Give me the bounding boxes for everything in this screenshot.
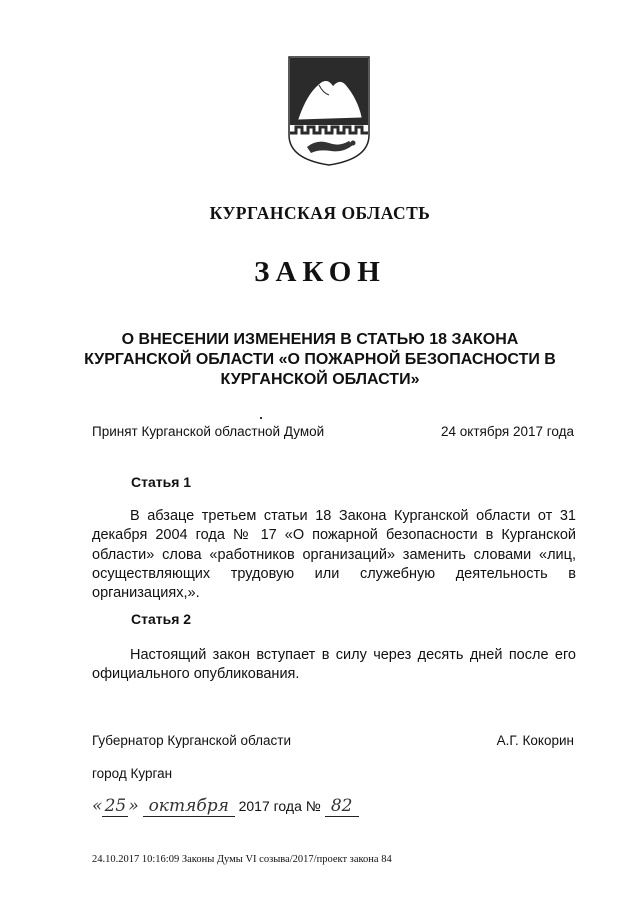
file-path-footer: 24.10.2017 10:16:09 Законы Думы VI созыва/2017/проект закона 84 [92, 854, 392, 865]
article-2-text: Настоящий закон вступает в силу через десять дней после его официального опубликования. [92, 647, 576, 683]
governor-name: А.Г. Кокорин [496, 733, 574, 748]
speck [260, 417, 262, 419]
handwritten-day: 25 [102, 796, 128, 817]
signing-date-line: « 25 » октября 2017 года № 82 [92, 796, 392, 822]
coat-of-arms-emblem [287, 55, 371, 167]
year-and-number-label: 2017 года № [238, 798, 321, 814]
handwritten-month: октября [143, 796, 235, 817]
document-type-heading: ЗАКОН [254, 256, 386, 288]
handwritten-number: 82 [325, 796, 359, 817]
city: город Курган [92, 766, 173, 781]
governor-position: Губернатор Курганской области [92, 733, 292, 748]
article-1-text: В абзаце третьем статьи 18 Закона Курганской области от 31 декабря 2004 года № 17 «О пожарной безопасности в Курганской области» слова «работников организаций» заменить словами «лиц, осуществляющих трудовую или служебную деятельность в организациях,». [92, 508, 576, 602]
adopted-date: 24 октября 2017 года [441, 424, 574, 439]
law-title: О ВНЕСЕНИИ ИЗМЕНЕНИЯ В СТАТЬЮ 18 ЗАКОНА КУРГАНСКОЙ ОБЛАСТИ «О ПОЖАРНОЙ БЕЗОПАСНОСТИ В КУРГАНСКОЙ ОБЛАСТИ» [84, 331, 556, 388]
adopted-by: Принят Курганской областной Думой [92, 424, 325, 439]
region-heading: КУРГАНСКАЯ ОБЛАСТЬ [209, 203, 431, 223]
article-1-heading: Статья 1 [131, 474, 192, 490]
article-2-heading: Статья 2 [131, 611, 192, 627]
